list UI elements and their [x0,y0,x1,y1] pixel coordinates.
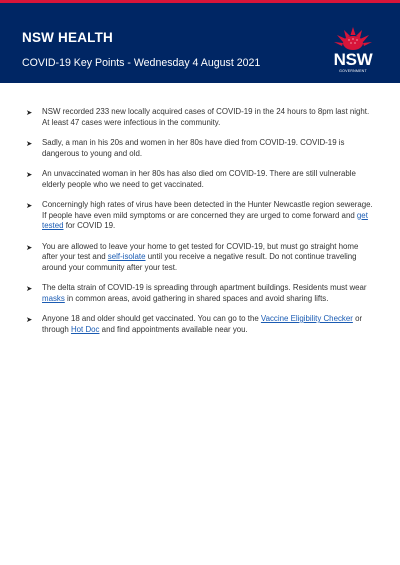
list-item [26,242,376,274]
point-text: and find appointments available near you. [99,324,248,334]
arrow-bullet-icon: ➤ [26,139,33,148]
get-tested-link[interactable]: get tested [42,210,368,230]
page-subtitle: COVID-19 Key Points - Wednesday 4 August 2021 [22,57,261,69]
hot-doc-link[interactable]: Hot Doc [70,324,100,334]
logo-wordmark: NSW [333,50,373,69]
arrow-bullet-icon: ➤ [26,201,33,210]
self-isolate-link[interactable]: self-isolate [107,252,146,261]
nsw-waratah-logo-icon [330,26,376,78]
point-text: in common areas, avoid gathering in shared spaces and avoid sharing lifts. [64,293,329,303]
arrow-bullet-icon: ➤ [26,284,33,293]
list-item [26,314,376,335]
list-item [26,200,376,232]
list-item [26,138,376,159]
vaccine-eligibility-checker-link[interactable]: Vaccine Eligibility Checker [260,314,353,323]
list-item [26,283,376,304]
point-text: Concerningly high rates of virus have been detected in the Hunter Newcastle region sewerage. If people have even mild symptoms or are concerned they are urged to come forward and [42,200,373,220]
arrow-bullet-icon: ➤ [26,315,33,324]
arrow-bullet-icon: ➤ [26,242,33,252]
key-points-list [26,107,376,345]
point-text: or through [42,314,363,334]
arrow-bullet-icon: ➤ [26,108,33,117]
point-text: The delta strain of COVID-19 is spreading through apartment buildings. Residents must wear [42,283,367,292]
point-text: for COVID 19. [63,221,116,230]
list-item [26,169,376,190]
page-title: NSW HEALTH [22,30,113,45]
point-text: You are allowed to leave your home to get tested for COVID-19, but must go straight home after your test and [42,241,359,261]
list-item [26,107,376,128]
point-text: An unvaccinated woman in her 80s has also died om COVID-19. There are still vulnerable elderly people who we need to get vaccinated. [42,169,356,189]
point-text: Sadly, a man in his 20s and women in her 80s have died from COVID-19. COVID-19 is dangerous to young and old. [42,138,345,158]
point-text: Anyone 18 and older should get vaccinated. You can go to the [42,314,261,323]
arrow-bullet-icon: ➤ [26,170,33,179]
point-text: until you receive a negative result. Do not continue traveling around your community after your test. [42,252,357,272]
page-header [0,3,400,83]
masks-link[interactable]: masks [42,293,65,303]
point-text: NSW recorded 233 new locally acquired cases of COVID-19 in the 24 hours to 8pm last night. At least 47 cases were infectious in the community. [42,107,370,127]
logo-subtext: GOVERNMENT [339,69,367,73]
